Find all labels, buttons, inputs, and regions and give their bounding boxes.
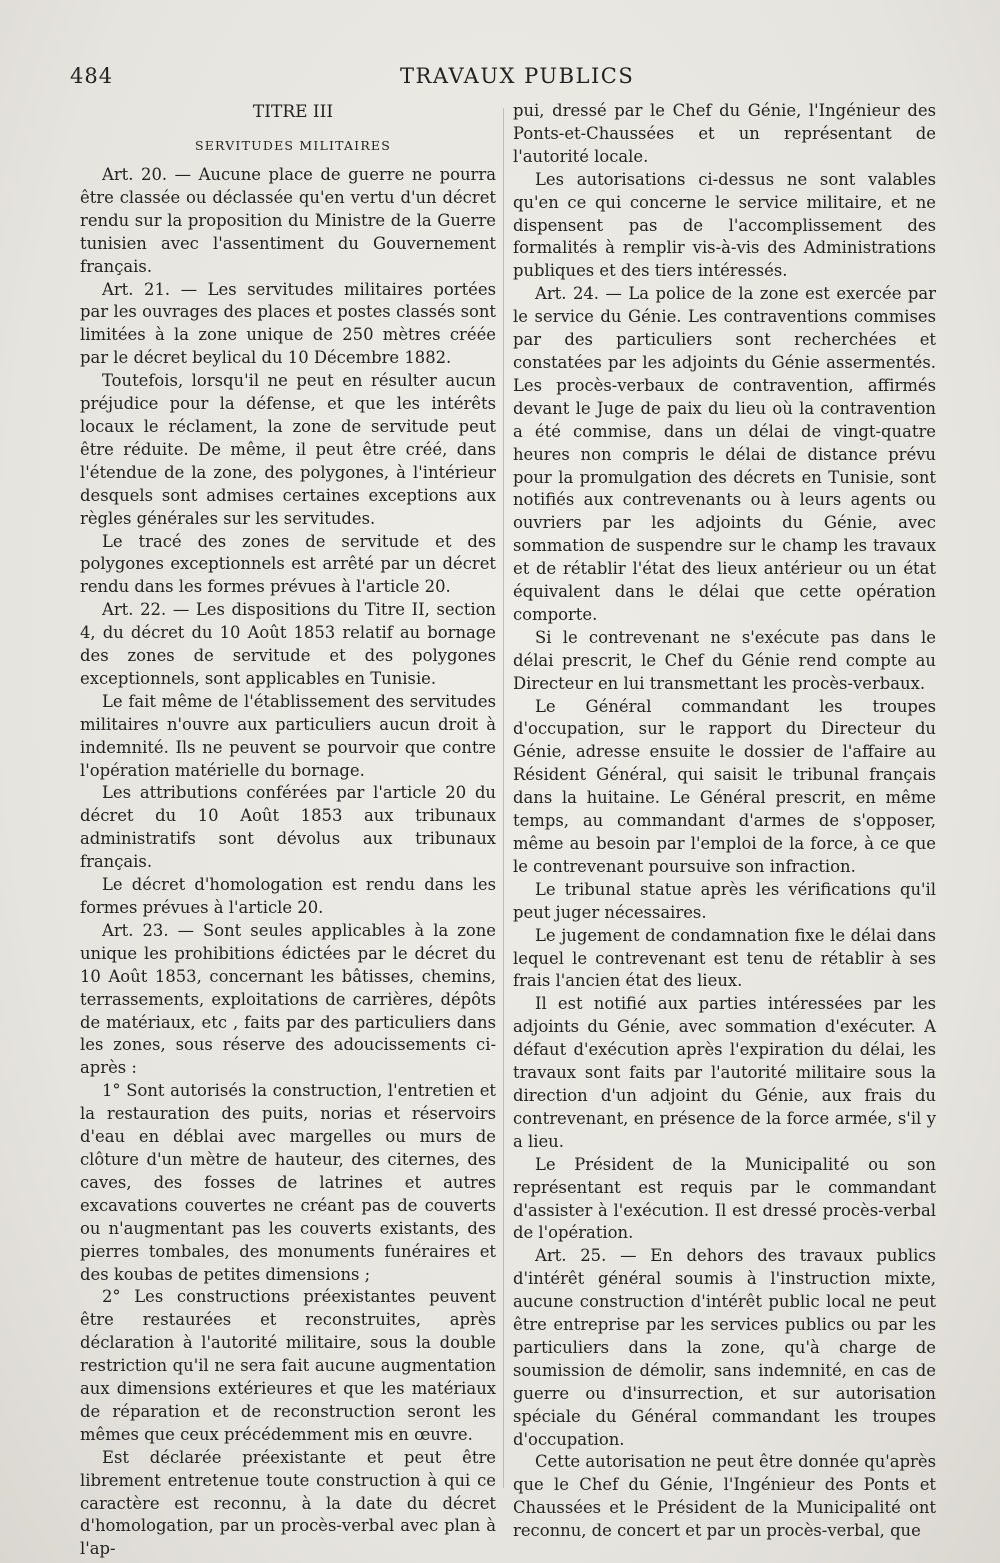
paragraph: 1° Sont autorisés la construction, l'entretien et la restauration des puits, norias et réservoirs d'eau en déblai avec margelles ou murs de clôture d'un mètre de hauteur, des citernes, des caves, des fosses de latrines et autres excavations couvertes ne créant pas de couverts ou n'augmentant pas les couverts existants, des pierres tombales, des monuments funéraires et des koubas de petites dimensions ; — [80, 1081, 496, 1284]
paragraph: Art. 23. — Sont seules applicables à la zone unique les prohibitions édictées par le décret du 10 Août 1853, concernant les bâtisses, chemins, terrassements, exploitations de carrières, dépôts de matériaux, etc , faits par des particuliers dans les zones, sous réserve des adoucissements ci-après : — [80, 920, 496, 1078]
right-column — [513, 100, 936, 1543]
section-title: TITRE III — [252, 102, 334, 122]
column-divider — [503, 108, 504, 1488]
paragraph: Il est notifié aux parties intéressées par les adjoints du Génie, avec sommation d'exécuter. A défaut d'exécution après l'expiration du délai, les travaux sont faits par l'autorité militaire sous la direction d'un adjoint du Génie, aux frais du contrevenant, en présence de la force armée, s'il y a lieu. — [513, 994, 936, 1151]
page-header — [70, 64, 950, 98]
paragraph: Les attributions conférées par l'article 20 du décret du 10 Août 1853 aux tribunaux administratifs sont dévolus aux tribunaux français. — [80, 783, 496, 872]
paragraph: Le Président de la Municipalité ou son représentant est requis par le commandant d'assister à l'exécution. Il est dressé procès-verbal de l'opération. — [513, 1154, 936, 1243]
paragraph: Art. 22. — Les dispositions du Titre II, section 4, du décret du 10 Août 1853 relatif au bornage des zones de servitude et des polygones exceptionnels, sont applicables en Tunisie. — [80, 600, 496, 688]
paragraph: Les autorisations ci-dessus ne sont valables qu'en ce qui concerne le service militaire, et ne dispensent pas de l'accomplissement des formalités à remplir vis-à-vis des Administrations publiques et des tiers intéressés. — [513, 169, 936, 281]
page-number: 484 — [70, 64, 114, 88]
paragraph: Si le contrevenant ne s'exécute pas dans le délai prescrit, le Chef du Génie rend compte au Directeur en lui transmettant les procès-verbaux. — [513, 627, 936, 693]
paragraph: pui, dressé par le Chef du Génie, l'Ingénieur des Ponts-et-Chaussées et un représentant de l'autorité locale. — [513, 101, 936, 166]
paragraph: Cette autorisation ne peut être donnée qu'après que le Chef du Génie, l'Ingénieur des Ponts et Chaussées et le Président de la Municipalité ont reconnu, de concert et par un procès-verbal, que — [513, 1452, 936, 1541]
paragraph: Est déclarée préexistante et peut être librement entretenue toute construction à qui ce caractère est reconnu, à la date du décret d'homologation, par un procès-verbal avec plan à l'ap- — [80, 1447, 496, 1559]
paragraph: Art. 24. — La police de la zone est exercée par le service du Génie. Les contraventions commises par des particuliers sont recherchées et constatées par les adjoints du Génie assermentés. Les procès-verbaux de contravention, affirmés devant le Juge de paix du lieu où la contravention a été commise, dans un délai de vingt-quatre heures non compris le délai de distance prévu pour la promulgation des décrets en Tunisie, sont notifiés aux contrevenants ou à leurs agents ou ouvriers par les adjoints du Génie, avec sommation de suspendre sur le champ les travaux et de rétablir l'état des lieux antérieur ou un état équivalent dans le délai que cette opération comporte. — [513, 284, 936, 624]
paragraph: Art. 20. — Aucune place de guerre ne pourra être classée ou déclassée qu'en vertu d'un décret rendu sur la proposition du Ministre de la Guerre tunisien avec l'assentiment du Gouvernement français. — [80, 165, 496, 276]
paragraph: Le décret d'homologation est rendu dans les formes prévues à l'article 20. — [80, 875, 496, 917]
paragraph: Art. 25. — En dehors des travaux publics d'intérêt général soumis à l'instruction mixte, aucune construction d'intérêt public local ne peut être entreprise par les services publics ou par les particuliers dans la zone, qu'à charge de soumission de démolir, sans indemnité, en cas de guerre ou d'insurrection, et sur autorisation spéciale du Général commandant les troupes d'occupation. — [513, 1246, 936, 1449]
section-subtitle: SERVITUDES MILITAIRES — [194, 138, 392, 153]
paragraph: Le jugement de condamnation fixe le délai dans lequel le contrevenant est tenu de rétablir à ses frais l'ancien état des lieux. — [513, 925, 936, 991]
paragraph: Le Général commandant les troupes d'occupation, sur le rapport du Directeur du Génie, adresse ensuite le dossier de l'affaire au Résident Général, qui saisit le tribunal français dans la huitaine. Le Général prescrit, en même temps, au commandant d'armes de s'opposer, même au besoin par l'emploi de la force, à ce que le contrevenant poursuive son infraction. — [513, 696, 936, 876]
running-head: TRAVAUX PUBLICS — [400, 64, 635, 88]
paragraph: Toutefois, lorsqu'il ne peut en résulter aucun préjudice pour la défense, et que les intérêts locaux le réclament, la zone de servitude peut être réduite. De même, il peut être créé, dans l'étendue de la zone, des polygones, à l'intérieur desquels sont admises certaines exceptions aux règles générales sur les servitudes. — [80, 371, 496, 528]
left-column — [80, 100, 496, 1561]
paragraph: Le fait même de l'établissement des servitudes militaires n'ouvre aux particuliers aucun droit à indemnité. Ils ne peuvent se pourvoir que contre l'opération matérielle du bornage. — [80, 691, 496, 780]
paragraph: 2° Les constructions préexistantes peuvent être restaurées et reconstruites, après déclaration à l'autorité militaire, sous la double restriction qu'il ne sera fait aucune augmentation aux dimensions extérieures et que les matériaux de réparation et de reconstruction seront les mêmes que ceux précédemment mis en œuvre. — [80, 1287, 496, 1444]
paragraph: Art. 21. — Les servitudes militaires portées par les ouvrages des places et postes classés sont limitées à la zone unique de 250 mètres créée par le décret beylical du 10 Décembre 1882. — [80, 279, 496, 368]
paragraph: Le tracé des zones de servitude et des polygones exceptionnels est arrêté par un décret rendu dans les formes prévues à l'article 20. — [80, 531, 496, 597]
paragraph: Le tribunal statue après les vérifications qu'il peut juger nécessaires. — [513, 879, 936, 922]
